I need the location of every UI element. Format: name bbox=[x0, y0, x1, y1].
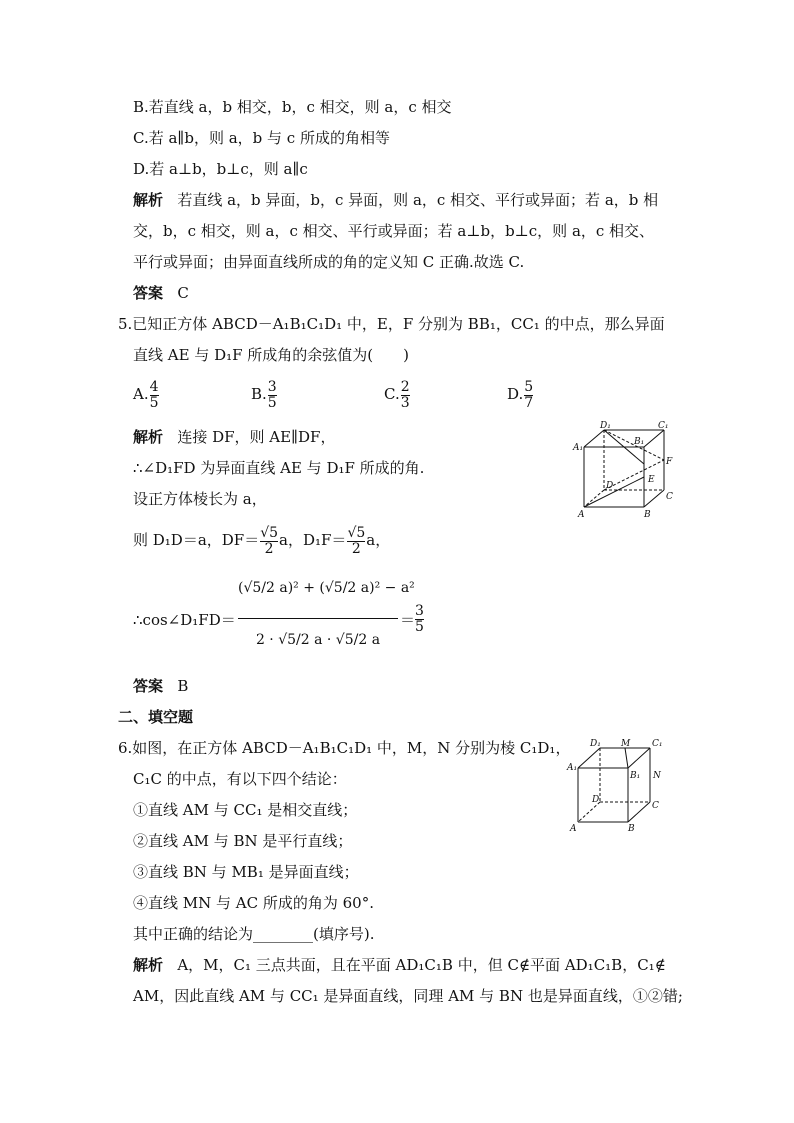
label-A1: A₁ bbox=[567, 763, 578, 773]
label-F: F bbox=[666, 457, 673, 467]
denominator: 2 bbox=[351, 540, 361, 557]
option-d-label: D. bbox=[507, 385, 524, 403]
q6-solution-line-2: AM，因此直线 AM 与 CC₁ 是异面直线，同理 AM 与 BN 也是异面直线，①②错; bbox=[133, 987, 683, 1005]
label-N: N bbox=[653, 771, 661, 781]
solution-line-3: 平行或异面；由异面直线所成的角的定义知 C 正确.故选 C. bbox=[133, 253, 525, 271]
answer-value: B bbox=[177, 677, 189, 695]
option-d: D.若 a⊥b，b⊥c，则 a∥c bbox=[133, 160, 308, 178]
solution-line-1 bbox=[133, 190, 658, 210]
big-fraction-numerator: (√5/2 a)² + (√5/2 a)² − a² bbox=[238, 580, 415, 596]
label-A1: A₁ bbox=[573, 443, 584, 453]
cos-label: ∴cos∠D₁FD＝ bbox=[133, 611, 236, 629]
denominator: 5 bbox=[415, 618, 424, 635]
solution-text: A，M，C₁ 三点共面，且在平面 AD₁C₁B 中，但 C∉平面 AD₁C₁B，C₁∉ bbox=[177, 956, 666, 974]
solution-label: 解析 bbox=[133, 428, 164, 446]
denominator: 5 bbox=[149, 394, 159, 411]
text-part: 则 D₁D＝a，DF＝ bbox=[133, 531, 260, 549]
conclusion-1: ①直线 AM 与 CC₁ 是相交直线； bbox=[133, 801, 358, 819]
question-6-line-2: C₁C 的中点，有以下四个结论： bbox=[133, 770, 347, 788]
numerator: 3 bbox=[415, 602, 424, 619]
conclusion-3: ③直线 BN 与 MB₁ 是异面直线； bbox=[133, 863, 359, 881]
answer-value: C bbox=[177, 284, 189, 302]
denominator: 3 bbox=[400, 394, 410, 411]
cube-figure-2 bbox=[566, 738, 696, 833]
fraction-5-7 bbox=[524, 380, 533, 411]
label-D1: D₁ bbox=[600, 421, 611, 431]
label-B1: B₁ bbox=[634, 437, 645, 447]
option-d-5 bbox=[507, 376, 534, 412]
numerator: 3 bbox=[267, 378, 277, 395]
fraction-4-5 bbox=[150, 380, 159, 411]
label-C: C bbox=[666, 492, 673, 502]
solution-text: 连接 DF，则 AE∥DF， bbox=[177, 428, 336, 446]
text-part: a，D₁F＝ bbox=[279, 531, 347, 549]
equals-sign: ＝ bbox=[400, 611, 416, 629]
denominator: 5 bbox=[267, 394, 277, 411]
label-D1: D₁ bbox=[590, 739, 601, 749]
fraction-2-3 bbox=[401, 380, 410, 411]
numerator: 4 bbox=[149, 378, 159, 395]
denominator: 2 bbox=[264, 540, 274, 557]
solution-text: 若直线 a，b 异面，b，c 异面，则 a，c 相交、平行或异面；若 a，b 相 bbox=[177, 191, 659, 209]
label-A: A bbox=[570, 824, 577, 833]
numerator: √5 bbox=[260, 524, 279, 541]
option-c: C.若 a∥b，则 a，b 与 c 所成的角相等 bbox=[133, 129, 390, 147]
solution-label: 解析 bbox=[133, 191, 164, 209]
text-part: a， bbox=[366, 531, 391, 549]
big-fraction-bar bbox=[238, 618, 398, 619]
label-E: E bbox=[648, 475, 655, 485]
numerator: √5 bbox=[347, 524, 366, 541]
fraction-sqrt5-2 bbox=[347, 526, 365, 557]
section-title: 二、填空题 bbox=[118, 708, 194, 726]
fraction-3-5 bbox=[268, 380, 277, 411]
label-C1: C₁ bbox=[652, 739, 663, 749]
conclusion-4: ④直线 MN 与 AC 所成的角为 60°. bbox=[133, 894, 374, 912]
conclusion-2: ②直线 AM 与 BN 是平行直线； bbox=[133, 832, 353, 850]
option-a-5 bbox=[133, 376, 160, 412]
cube-diagram-1 bbox=[572, 420, 682, 520]
fill-blank-prompt: 其中正确的结论为________(填序号). bbox=[133, 925, 375, 943]
option-b: B.若直线 a，b 相交，b，c 相交，则 a，c 相交 bbox=[133, 98, 452, 116]
label-B: B bbox=[628, 824, 635, 833]
big-fraction-denominator: 2 · √5/2 a · √5/2 a bbox=[255, 632, 381, 648]
label-C: C bbox=[652, 801, 659, 811]
label-B: B bbox=[644, 510, 651, 520]
denominator: 7 bbox=[524, 394, 534, 411]
option-a-label: A. bbox=[133, 385, 149, 403]
q6-solution-line-1 bbox=[133, 955, 666, 975]
cube-diagram-2 bbox=[566, 738, 696, 833]
answer-label: 答案 bbox=[133, 677, 164, 695]
option-c-5 bbox=[384, 376, 411, 412]
q5-solution-line-4 bbox=[133, 522, 390, 558]
q5-solution-line-2: ∴∠D₁FD 为异面直线 AE 与 D₁F 所成的角. bbox=[133, 459, 425, 477]
label-C1: C₁ bbox=[658, 421, 669, 431]
fraction-sqrt5-2 bbox=[260, 526, 278, 557]
label-B1: B₁ bbox=[630, 771, 641, 781]
fraction-3-5 bbox=[415, 604, 424, 635]
q5-solution-line-1 bbox=[133, 427, 335, 447]
question-5-line-2: 直线 AE 与 D₁F 所成角的余弦值为( ) bbox=[133, 346, 410, 364]
label-D: D bbox=[606, 481, 614, 491]
label-A: A bbox=[578, 510, 585, 520]
solution-label: 解析 bbox=[133, 956, 164, 974]
solution-line-2: 交，b，c 相交，则 a，c 相交、平行或异面；若 a⊥b，b⊥c，则 a，c 相交、 bbox=[133, 222, 655, 240]
label-M: M bbox=[621, 739, 631, 749]
question-6-line-1: 6.如图，在正方体 ABCD－A₁B₁C₁D₁ 中，M，N 分别为棱 C₁D₁， bbox=[118, 739, 571, 757]
answer-2 bbox=[133, 676, 188, 696]
numerator: 2 bbox=[400, 378, 410, 395]
option-b-5 bbox=[251, 376, 278, 412]
option-c-label: C. bbox=[384, 385, 400, 403]
cube-figure-1 bbox=[572, 420, 682, 520]
option-b-label: B. bbox=[251, 385, 267, 403]
label-D: D bbox=[592, 795, 600, 805]
result-fraction bbox=[414, 600, 425, 636]
q5-solution-line-3: 设正方体棱长为 a， bbox=[133, 490, 267, 508]
numerator: 5 bbox=[524, 378, 534, 395]
answer-label: 答案 bbox=[133, 284, 164, 302]
answer-1 bbox=[133, 283, 189, 303]
question-5-line-1: 5.已知正方体 ABCD－A₁B₁C₁D₁ 中，E，F 分别为 BB₁，CC₁ 的中点，那么异面 bbox=[118, 315, 665, 333]
